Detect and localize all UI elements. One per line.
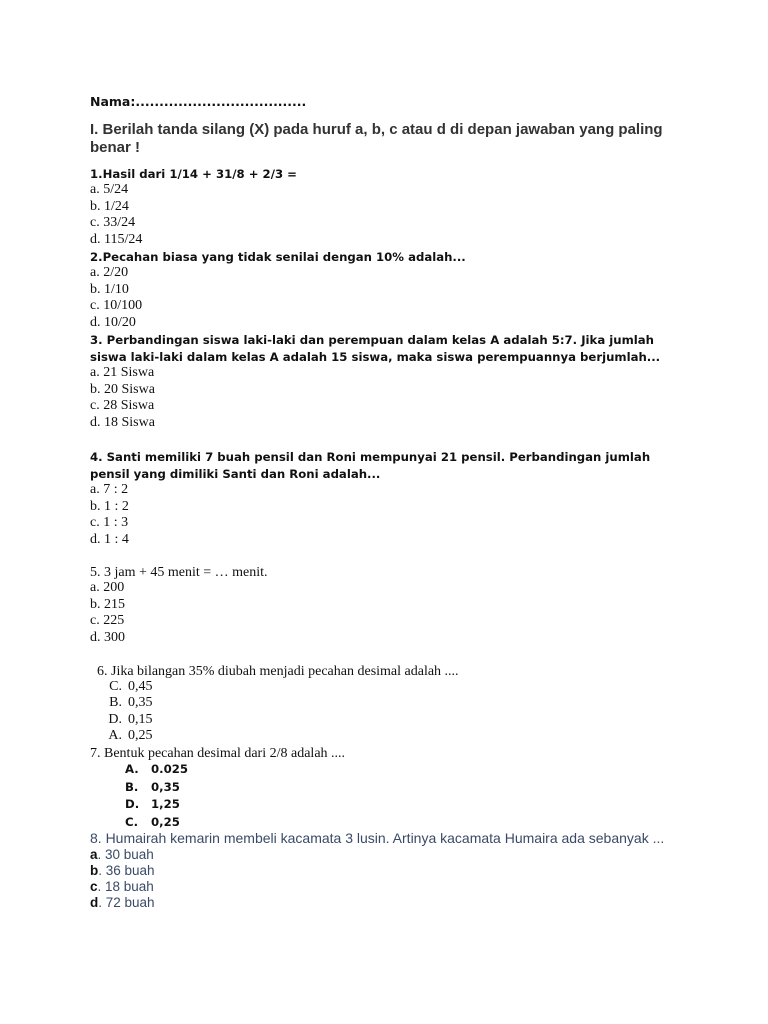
option-value: . 30 buah [97,847,154,862]
question-2: 2.Pecahan biasa yang tidak senilai dengan 10% adalah... [90,250,466,264]
question-7-options [125,761,188,831]
option-a: a. 200 [90,580,125,595]
option-b: b. 1/24 [90,198,129,214]
question-8: 8. Humairah kemarin membeli kacamata 3 lusin. Artinya kacamata Humaira ada sebanyak ... [90,830,665,846]
option-value: 0,35 [128,695,153,711]
option-c: c. 10/100 [90,298,143,313]
question-1-options [90,182,142,248]
option-row [125,779,188,797]
name-field-line: Nama:.................................... [90,94,307,109]
option-d: d. 300 [90,629,125,645]
option-value: 0,25 [128,727,153,743]
question-4-options [90,482,129,548]
option-d: d. 115/24 [90,231,143,247]
option-value: 0,45 [128,679,153,694]
option-label: D. [125,797,140,811]
question-3-options [90,365,155,431]
option-label: a [90,847,98,862]
option-d: d. 10/20 [90,314,136,330]
option-b: b. 215 [90,596,125,612]
option-c: c. 33/24 [90,215,136,230]
option-label: b [90,863,99,878]
option-d: d. 18 Siswa [90,414,155,430]
option-value: 0,35 [151,779,180,794]
option-label: c [90,879,98,894]
option-a: a. 21 Siswa [90,365,155,380]
question-7: 7. Bentuk pecahan desimal dari 2/8 adalah .... [90,746,346,761]
question-6-options [100,679,153,744]
option-row [100,695,153,711]
instruction-heading: I. Berilah tanda silang (X) pada huruf a, b, c atau d di depan jawaban yang paling benar ! [90,121,663,156]
question-5-options [90,580,125,646]
question-3: 3. Perbandingan siswa laki-laki dan perempuan dalam kelas A adalah 5:7. Jika jumlah siswa laki-laki dalam kelas A adalah 15 siswa, maka siswa perempuannya berjumlah... [90,333,661,364]
option-label: d [90,895,99,910]
option-label: A. [108,727,122,743]
option-b: b. 20 Siswa [90,381,155,397]
option-row [100,728,153,744]
question-6: 6. Jika bilangan 35% diubah menjadi pecahan desimal adalah .... [97,664,459,679]
question-1: 1.Hasil dari 1/14 + 31/8 + 2/3 = [90,167,297,181]
option-row [90,847,155,863]
option-row [100,679,153,695]
option-d: d. 1 : 4 [90,531,129,547]
option-row [125,814,188,832]
option-row [90,879,155,895]
option-value: 0.025 [151,762,188,776]
option-label: D. [108,711,122,727]
option-value: . 36 buah [98,863,155,878]
option-a: a. 5/24 [90,182,129,197]
option-b: b. 1/10 [90,281,129,297]
option-label: B. [125,779,139,794]
option-c: c. 225 [90,613,125,628]
option-row [100,712,153,728]
question-4: 4. Santi memiliki 7 buah pensil dan Roni mempunyai 21 pensil. Perbandingan jumlah pensil yang dimiliki Santi dan Roni adalah... [90,450,651,481]
option-label: C. [109,679,122,694]
option-row [125,796,188,814]
option-b: b. 1 : 2 [90,498,129,514]
option-value: . 72 buah [98,895,155,910]
option-row [90,895,155,911]
option-label: B. [109,695,122,711]
option-a: a. 2/20 [90,265,129,280]
question-8-options [90,847,155,911]
option-row [125,761,188,779]
question-5: 5. 3 jam + 45 menit = … menit. [90,565,268,580]
option-label: A. [125,762,139,776]
option-c: c. 28 Siswa [90,398,155,413]
option-value: 0,15 [128,711,153,727]
option-a: a. 7 : 2 [90,482,129,497]
option-label: C. [125,814,139,829]
option-c: c. 1 : 3 [90,515,129,530]
question-2-options [90,265,142,331]
option-row [90,863,155,879]
option-value: 0,25 [151,814,180,829]
option-value: . 18 buah [97,879,154,894]
option-value: 1,25 [151,797,180,811]
